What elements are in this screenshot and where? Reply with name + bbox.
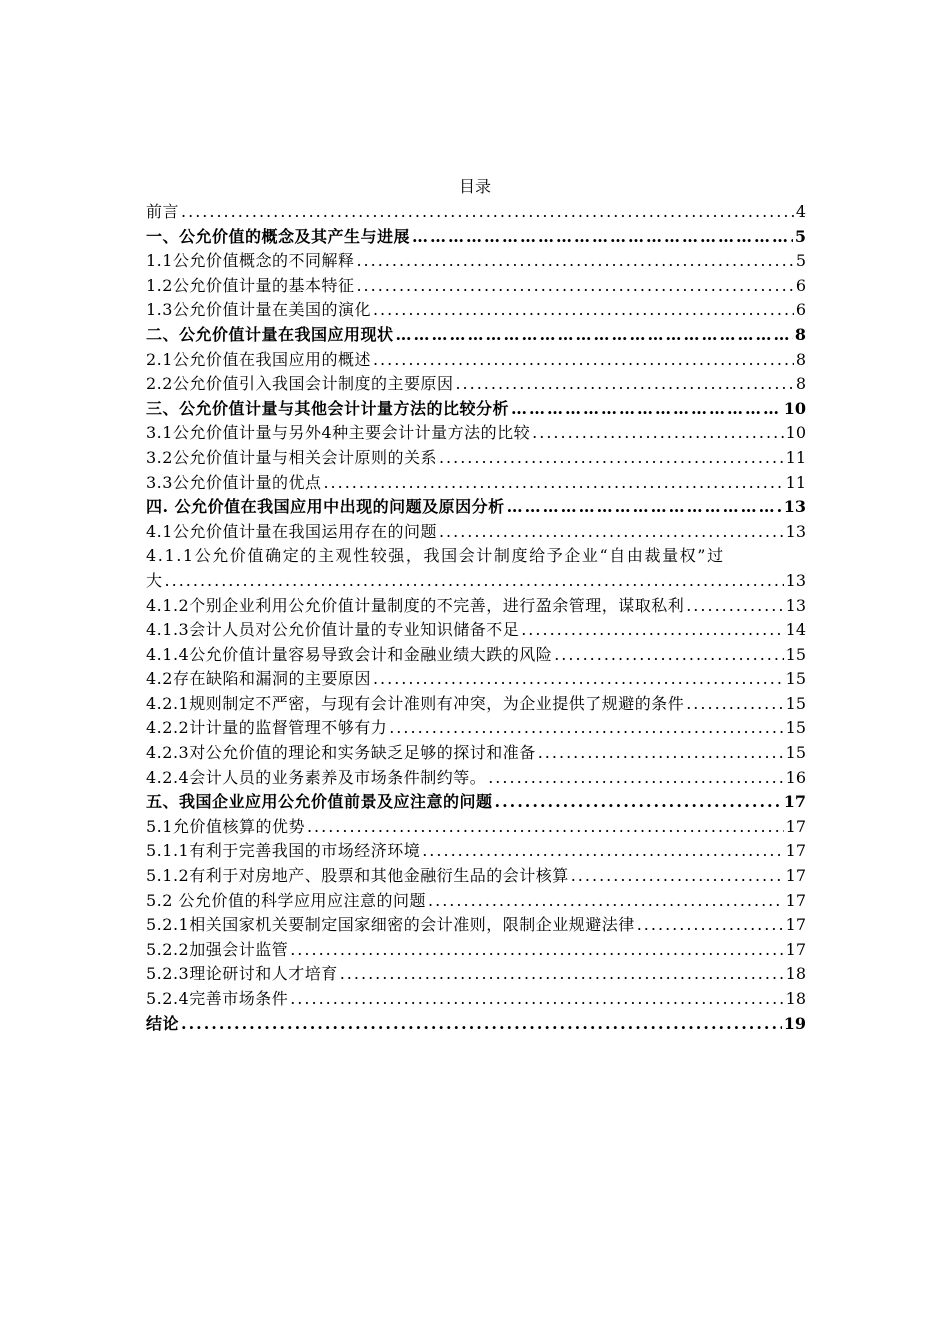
toc-leader-dots <box>340 962 784 987</box>
toc-leader-dots <box>181 200 794 225</box>
toc-entry[interactable] <box>146 323 806 348</box>
toc-page-number: 15 <box>785 743 806 763</box>
toc-leader-dots <box>428 889 784 914</box>
toc-entry[interactable] <box>146 397 806 422</box>
toc-entry[interactable] <box>146 962 806 987</box>
toc-entry[interactable] <box>146 298 806 323</box>
toc-entry[interactable] <box>146 200 806 225</box>
toc-entry[interactable] <box>146 471 806 496</box>
toc-entry[interactable] <box>146 348 806 373</box>
toc-leader-dots <box>686 692 783 717</box>
toc-page-number: 16 <box>785 767 806 787</box>
toc-leader-dots <box>356 274 793 299</box>
toc-entry-label: 4.1公允价值计量在我国运用存在的问题 <box>146 521 437 541</box>
toc-entry-label: 5.2.1相关国家机关要制定国家细密的会计准则，限制企业规避法律 <box>146 915 635 935</box>
toc-entry[interactable] <box>146 372 806 397</box>
toc-entry-label: 5.2.2加强会计监管 <box>146 939 289 959</box>
toc-page-number: 10 <box>783 398 806 418</box>
toc-entry-label: 1.2公允价值计量的基本特征 <box>146 275 355 295</box>
toc-entry-label: 1.1公允价值概念的不同解释 <box>146 251 355 271</box>
toc-leader-dots <box>488 766 783 791</box>
toc-page-number: 15 <box>785 693 806 713</box>
toc-entry[interactable] <box>146 741 806 766</box>
toc-leader-dots <box>637 913 784 938</box>
toc-page-number: 17 <box>783 792 806 812</box>
toc-leader-dots <box>373 298 794 323</box>
toc-leader-dots <box>290 938 783 963</box>
toc-page-number: 8 <box>794 324 806 344</box>
toc-entry[interactable] <box>146 225 806 250</box>
toc-entry[interactable] <box>146 495 806 520</box>
toc-entry[interactable] <box>146 790 806 815</box>
toc-entry-label: 4.2.4会计人员的业务素养及市场条件制约等。 <box>146 767 487 787</box>
toc-entry-label: 大 <box>146 570 163 590</box>
toc-leader-dots <box>356 249 793 274</box>
toc-leader-dots <box>439 446 784 471</box>
toc-page-number: 18 <box>785 964 806 984</box>
toc-entry-label: 前言 <box>146 202 180 221</box>
toc-entry-label: 三、公允价值计量与其他会计计量方法的比较分析 <box>146 398 510 418</box>
toc-leader-dots <box>455 372 793 397</box>
toc-leader-dots <box>181 1012 782 1037</box>
toc-page-number: 13 <box>785 521 806 541</box>
toc-entry-label: 四. 公允价值在我国应用中出现的问题及原因分析 <box>146 497 505 517</box>
toc-entry-label: 4.2.1规则制定不严密，与现有会计准则有冲突，为企业提供了规避的条件 <box>146 693 685 713</box>
toc-entry-label: 4.1.2个别企业利用公允价值计量制度的不完善，进行盈余管理，谋取私利 <box>146 595 685 615</box>
toc-page-number: 15 <box>785 644 806 664</box>
toc-leader-dots <box>373 348 794 373</box>
toc-entry[interactable] <box>146 274 806 299</box>
toc-page-number: 8 <box>795 349 806 369</box>
toc-page-number: 6 <box>795 275 806 295</box>
toc-leader-dots <box>538 741 784 766</box>
toc-page-number: 13 <box>785 595 806 615</box>
toc-entry-label: 5.1.2有利于对房地产、股票和其他金融衍生品的会计核算 <box>146 866 569 886</box>
toc-entry[interactable] <box>146 544 806 569</box>
toc-entry[interactable] <box>146 643 806 668</box>
toc-page-number: 17 <box>785 816 806 836</box>
table-of-contents <box>146 200 806 1036</box>
toc-entry[interactable] <box>146 446 806 471</box>
toc-entry[interactable] <box>146 913 806 938</box>
toc-leader-dots <box>422 839 783 864</box>
toc-entry[interactable] <box>146 569 806 594</box>
toc-leader-dots <box>686 594 783 619</box>
toc-entry-label: 3.1公允价值计量与另外4种主要会计计量方法的比较 <box>146 423 531 443</box>
toc-entry-label: 5.2.4完善市场条件 <box>146 989 289 1008</box>
toc-entry-label: 5.1允价值核算的优势 <box>146 816 305 836</box>
toc-entry-label: 5.2 公允价值的科学应用应注意的问题 <box>146 890 427 910</box>
toc-entry[interactable] <box>146 692 806 717</box>
toc-entry[interactable] <box>146 815 806 840</box>
toc-page-number: 17 <box>785 866 806 886</box>
toc-entry-label: 4.1.4公允价值计量容易导致会计和金融业绩大跌的风险 <box>146 644 553 664</box>
toc-page-number: 15 <box>785 718 806 738</box>
toc-page-number: 5 <box>795 251 806 271</box>
toc-page-number: 18 <box>785 989 806 1008</box>
toc-entry[interactable] <box>146 839 806 864</box>
toc-entry[interactable] <box>146 594 806 619</box>
toc-entry[interactable] <box>146 987 806 1012</box>
toc-entry[interactable] <box>146 889 806 914</box>
toc-leader-dots <box>165 569 784 594</box>
toc-entry-label: 5.2.3理论研讨和人才培育 <box>146 964 338 984</box>
toc-page-number: 13 <box>785 570 806 590</box>
toc-entry[interactable] <box>146 938 806 963</box>
toc-page-number: 17 <box>785 890 806 910</box>
toc-entry-label: 3.3公允价值计量的优点 <box>146 472 322 492</box>
toc-entry[interactable] <box>146 249 806 274</box>
toc-page-number: 6 <box>795 300 806 320</box>
toc-page-number: 14 <box>785 620 806 640</box>
toc-leader-dots <box>439 520 784 545</box>
toc-entry[interactable] <box>146 667 806 692</box>
toc-page-number: 17 <box>785 841 806 861</box>
toc-entry-label: 4.2存在缺陷和漏洞的主要原因 <box>146 669 371 689</box>
toc-entry[interactable] <box>146 766 806 791</box>
toc-leader-dots <box>389 716 783 741</box>
toc-leader-dots <box>511 397 782 422</box>
toc-entry-label: 3.2公允价值计量与相关会计原则的关系 <box>146 447 437 467</box>
toc-leader-dots <box>532 421 784 446</box>
toc-page-number: 11 <box>785 472 806 492</box>
toc-entry-label: 五、我国企业应用公允价值前景及应注意的问题 <box>146 792 493 812</box>
toc-page-number: 4 <box>795 202 806 221</box>
toc-leader-dots <box>495 790 782 815</box>
toc-entry-label: 1.3公允价值计量在美国的演化 <box>146 300 371 320</box>
toc-entry-label: 4.1.3会计人员对公允价值计量的专业知识储备不足 <box>146 620 520 640</box>
toc-title: 目录 <box>458 177 491 196</box>
toc-page-number: 17 <box>785 939 806 959</box>
toc-leader-dots <box>307 815 784 840</box>
toc-entry[interactable] <box>146 618 806 643</box>
toc-page-number: 13 <box>783 497 806 517</box>
toc-page-number: 15 <box>785 669 806 689</box>
toc-entry[interactable] <box>146 864 806 889</box>
toc-entry-label: 5.1.1有利于完善我国的市场经济环境 <box>146 841 421 861</box>
toc-leader-dots <box>396 323 793 348</box>
toc-entry-label: 结论 <box>146 1013 180 1033</box>
toc-entry-label: 4.1.1公允价值确定的主观性较强，我国会计制度给予企业“自由裁量权”过 <box>146 546 725 566</box>
toc-entry[interactable] <box>146 421 806 446</box>
toc-leader-dots <box>507 495 782 520</box>
toc-leader-dots <box>412 225 793 250</box>
toc-leader-dots <box>571 864 784 889</box>
toc-entry-label: 4.2.2计计量的监督管理不够有力 <box>146 718 388 738</box>
toc-leader-dots <box>290 987 783 1012</box>
toc-leader-dots <box>373 667 784 692</box>
toc-entry-label: 二、公允价值计量在我国应用现状 <box>146 324 394 344</box>
toc-page-number: 19 <box>783 1013 806 1033</box>
toc-entry[interactable] <box>146 716 806 741</box>
toc-entry-label: 一、公允价值的概念及其产生与进展 <box>146 226 411 246</box>
toc-page-number: 8 <box>795 374 806 394</box>
toc-page-number: 17 <box>785 915 806 935</box>
toc-leader-dots <box>323 471 783 496</box>
toc-page-number: 10 <box>785 423 806 443</box>
toc-entry[interactable] <box>146 520 806 545</box>
toc-leader-dots <box>554 643 783 668</box>
toc-entry-label: 2.2公允价值引入我国会计制度的主要原因 <box>146 374 454 394</box>
toc-entry-label: 2.1公允价值在我国应用的概述 <box>146 349 371 369</box>
toc-page-number: 11 <box>785 447 806 467</box>
toc-leader-dots <box>521 618 783 643</box>
toc-page-number: 5 <box>794 226 806 246</box>
toc-entry-label: 4.2.3对公允价值的理论和实务缺乏足够的探讨和准备 <box>146 743 536 763</box>
toc-entry[interactable] <box>146 1012 806 1037</box>
